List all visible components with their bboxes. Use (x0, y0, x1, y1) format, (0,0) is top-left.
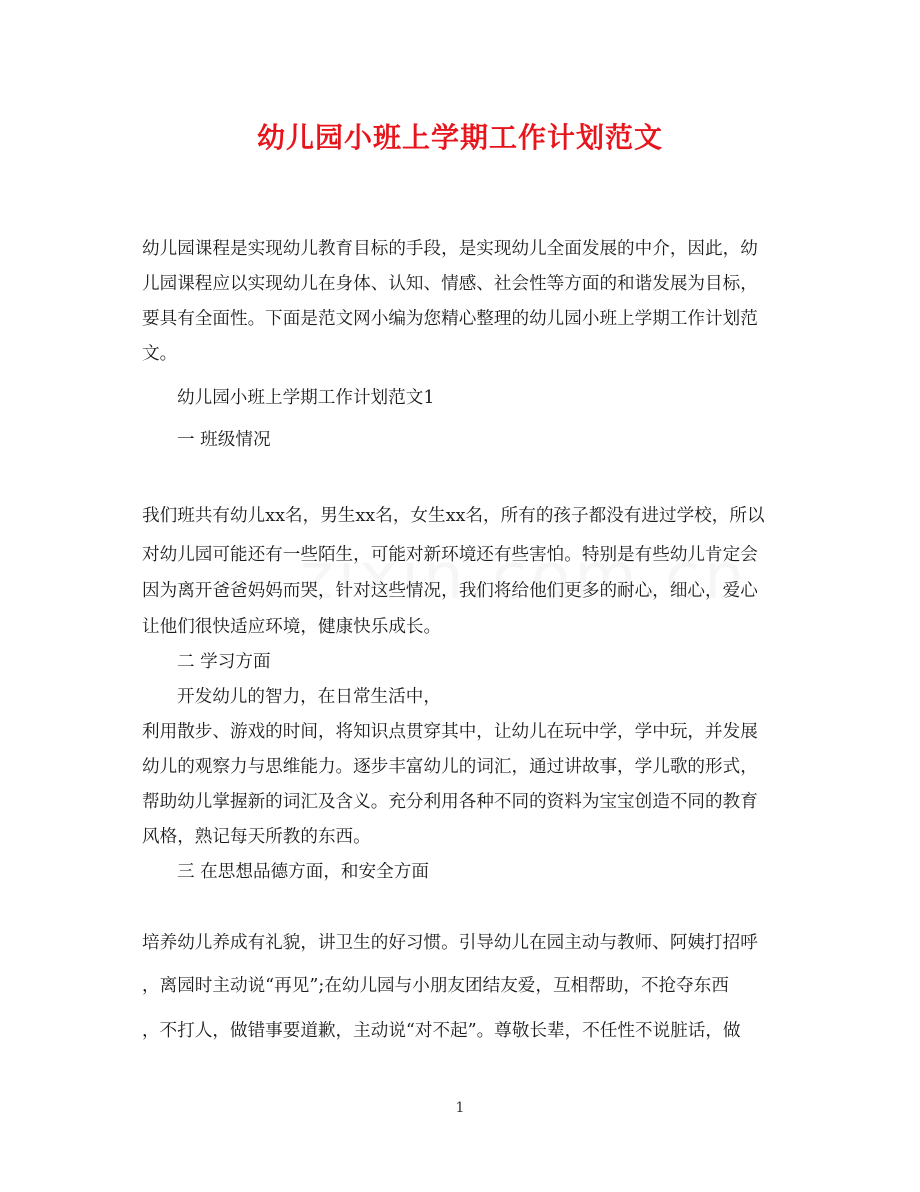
paragraph-line: ，不打人，做错事要道歉，主动说“对不起”。尊敬长辈，不任性不说脏话，做 (142, 1021, 741, 1041)
paragraph-line: 让他们很快适应环境，健康快乐成长。 (142, 617, 442, 637)
paragraph-line: 对幼儿园可能还有一些陌生，可能对新环境还有些害怕。特别是有些幼儿肯定会 (142, 545, 758, 565)
paragraph-line: 幼儿园课程是实现幼儿教育目标的手段，是实现幼儿全面发展的中介，因此，幼 (142, 239, 758, 259)
paragraph-line: 因为离开爸爸妈妈而哭，针对这些情况，我们将给他们更多的耐心，细心，爱心 (142, 581, 758, 601)
paragraph-line: 利用散步、游戏的时间，将知识点贯穿其中，让幼儿在玩中学，学中玩，并发展 (142, 722, 758, 742)
section-heading: 三 在思想品德方面，和安全方面 (177, 862, 429, 882)
section-heading: 幼儿园小班上学期工作计划范文1 (177, 388, 435, 408)
paragraph-line: 儿园课程应以实现幼儿在身体、认知、情感、社会性等方面的和谐发展为目标， (142, 274, 758, 294)
section-heading: 一 班级情况 (177, 430, 271, 450)
paragraph-line: 培养幼儿养成有礼貌，讲卫生的好习惯。引导幼儿在园主动与教师、阿姨打招呼 (142, 933, 758, 953)
paragraph-line: 文。 (142, 344, 178, 364)
paragraph-line: 幼儿的观察力与思维能力。逐步丰富幼儿的词汇，通过讲故事，学儿歌的形式， (142, 757, 758, 777)
paragraph-line: 要具有全面性。下面是范文网小编为您精心整理的幼儿园小班上学期工作计划范 (142, 309, 758, 329)
document-title: 幼儿园小班上学期工作计划范文 (256, 121, 663, 154)
paragraph-line: 风格，熟记每天所教的东西。 (142, 827, 371, 847)
section-heading: 二 学习方面 (177, 652, 271, 672)
paragraph-line: ，离园时主动说“再见”;在幼儿园与小朋友团结友爱，互相帮助，不抢夺东西 (142, 976, 729, 996)
page-number: 1 (455, 1100, 465, 1116)
paragraph-line: 开发幼儿的智力，在日常生活中， (177, 687, 441, 707)
paragraph-line: 我们班共有幼儿xx名，男生xx名，女生xx名，所有的孩子都没有进过学校，所以 (142, 506, 765, 526)
paragraph-line: 帮助幼儿掌握新的词汇及含义。充分利用各种不同的资料为宝宝创造不同的教育 (142, 792, 758, 812)
